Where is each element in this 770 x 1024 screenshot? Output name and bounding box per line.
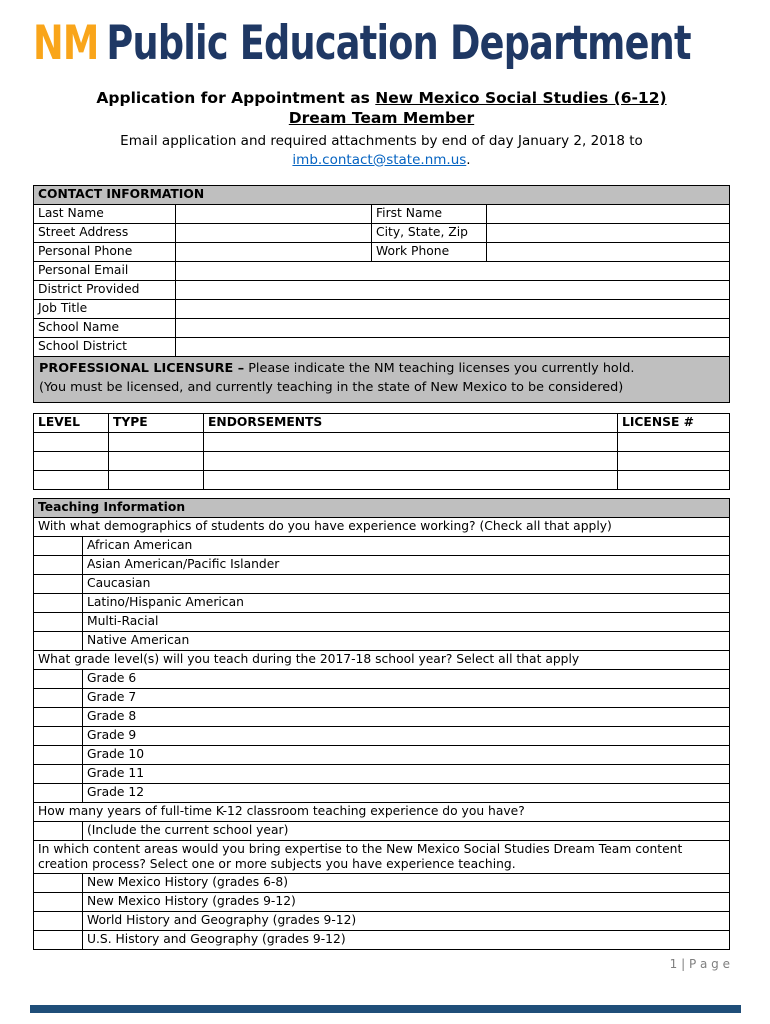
option-label: New Mexico History (grades 9-12) <box>83 892 730 911</box>
teaching-section-header: Teaching Information <box>34 498 730 517</box>
option-row <box>34 631 730 650</box>
option-label: Grade 7 <box>83 688 730 707</box>
option-row <box>34 873 730 892</box>
demographics-question: With what demographics of students do you have experience working? (Check all that apply) <box>34 517 730 536</box>
checkbox-cell[interactable] <box>34 930 83 949</box>
option-row <box>34 911 730 930</box>
option-row <box>34 707 730 726</box>
checkbox-cell[interactable] <box>34 555 83 574</box>
option-label: Grade 11 <box>83 764 730 783</box>
content-areas-question: In which content areas would you bring expertise to the New Mexico Social Studies Dream Team content creation process? Select one or more subjects you have experience teaching. <box>34 840 730 873</box>
licensure-columns-row <box>34 413 730 432</box>
checkbox-cell[interactable] <box>34 726 83 745</box>
table-row <box>34 281 730 300</box>
experience-note: (Include the current school year) <box>83 821 730 840</box>
nm-logo: NM <box>33 16 99 71</box>
table-row <box>34 205 730 224</box>
district-provided-label: District Provided <box>34 281 176 300</box>
work-phone-label: Work Phone <box>372 243 487 262</box>
option-row <box>34 574 730 593</box>
option-row <box>34 536 730 555</box>
district-provided-field[interactable] <box>176 281 730 300</box>
experience-question: How many years of full-time K-12 classroom teaching experience do you have? <box>34 802 730 821</box>
level-field[interactable] <box>34 470 109 489</box>
city-state-zip-field[interactable] <box>487 224 730 243</box>
experience-years-field[interactable] <box>34 821 83 840</box>
checkbox-cell[interactable] <box>34 593 83 612</box>
brand-title: Public Education Department <box>106 16 691 71</box>
personal-phone-label: Personal Phone <box>34 243 176 262</box>
type-field[interactable] <box>109 470 204 489</box>
option-row <box>34 726 730 745</box>
checkbox-cell[interactable] <box>34 612 83 631</box>
email-link[interactable]: imb.contact@state.nm.us <box>292 151 467 168</box>
endorsements-field[interactable] <box>204 432 618 451</box>
work-phone-field[interactable] <box>487 243 730 262</box>
option-label: Grade 12 <box>83 783 730 802</box>
licensure-header-bold: PROFESSIONAL LICENSURE – <box>39 361 245 377</box>
school-district-field[interactable] <box>176 338 730 357</box>
question-row <box>34 802 730 821</box>
job-title-field[interactable] <box>176 300 730 319</box>
license-number-field[interactable] <box>618 470 730 489</box>
teaching-header-row <box>34 498 730 517</box>
checkbox-cell[interactable] <box>34 536 83 555</box>
table-row <box>34 243 730 262</box>
first-name-field[interactable] <box>487 205 730 224</box>
column-header-level: LEVEL <box>34 413 109 432</box>
contact-header-row <box>34 186 730 205</box>
endorsements-field[interactable] <box>204 451 618 470</box>
checkbox-cell[interactable] <box>34 688 83 707</box>
option-row <box>34 783 730 802</box>
licensure-header-rest: Please indicate the NM teaching licenses you currently hold. <box>244 361 635 377</box>
street-address-label: Street Address <box>34 224 176 243</box>
option-label: New Mexico History (grades 6-8) <box>83 873 730 892</box>
school-name-label: School Name <box>34 319 176 338</box>
license-number-field[interactable] <box>618 432 730 451</box>
column-header-type: TYPE <box>109 413 204 432</box>
checkbox-cell[interactable] <box>34 631 83 650</box>
checkbox-cell[interactable] <box>34 707 83 726</box>
checkbox-cell[interactable] <box>34 745 83 764</box>
option-label: Caucasian <box>83 574 730 593</box>
checkbox-cell[interactable] <box>34 911 83 930</box>
licensure-header-line-1 <box>39 359 724 378</box>
street-address-field[interactable] <box>176 224 372 243</box>
school-name-field[interactable] <box>176 319 730 338</box>
brand-header <box>33 16 730 74</box>
personal-email-field[interactable] <box>176 262 730 281</box>
level-field[interactable] <box>34 432 109 451</box>
intro-text <box>33 132 730 169</box>
option-row <box>34 688 730 707</box>
school-district-label: School District <box>34 338 176 357</box>
option-row <box>34 764 730 783</box>
brand-lockup <box>33 16 691 71</box>
checkbox-cell[interactable] <box>34 574 83 593</box>
personal-email-label: Personal Email <box>34 262 176 281</box>
column-header-license-number: LICENSE # <box>618 413 730 432</box>
option-row <box>34 593 730 612</box>
grades-question: What grade level(s) will you teach during the 2017-18 school year? Select all that apply <box>34 650 730 669</box>
first-name-label: First Name <box>372 205 487 224</box>
checkbox-cell[interactable] <box>34 669 83 688</box>
document-title <box>33 88 730 129</box>
question-row <box>34 650 730 669</box>
option-label: Asian American/Pacific Islander <box>83 555 730 574</box>
spacer <box>33 403 730 413</box>
title-underlined-1: New Mexico Social Studies (6-12) <box>375 89 667 107</box>
licensure-entry-row <box>34 432 730 451</box>
checkbox-cell[interactable] <box>34 783 83 802</box>
column-header-endorsements: ENDORSEMENTS <box>204 413 618 432</box>
option-row <box>34 669 730 688</box>
license-number-field[interactable] <box>618 451 730 470</box>
option-label: Grade 6 <box>83 669 730 688</box>
endorsements-field[interactable] <box>204 470 618 489</box>
job-title-label: Job Title <box>34 300 176 319</box>
contact-table <box>33 185 730 357</box>
option-label: Grade 9 <box>83 726 730 745</box>
option-label: Native American <box>83 631 730 650</box>
spacer <box>33 490 730 498</box>
last-name-field[interactable] <box>176 205 372 224</box>
title-underlined-2: Dream Team Member <box>288 109 475 128</box>
table-row <box>34 224 730 243</box>
table-row <box>34 300 730 319</box>
option-row <box>34 745 730 764</box>
licensure-section-header <box>33 357 730 402</box>
checkbox-cell[interactable] <box>34 873 83 892</box>
table-row <box>34 338 730 357</box>
intro-period: . <box>466 151 471 168</box>
page-number: 1 | P a g e <box>669 956 730 971</box>
type-field[interactable] <box>109 451 204 470</box>
licensure-entry-row <box>34 470 730 489</box>
option-label: Grade 8 <box>83 707 730 726</box>
option-label: World History and Geography (grades 9-12) <box>83 911 730 930</box>
last-name-label: Last Name <box>34 205 176 224</box>
checkbox-cell[interactable] <box>34 892 83 911</box>
option-label: Latino/Hispanic American <box>83 593 730 612</box>
table-row <box>34 319 730 338</box>
title-line-1 <box>33 88 730 108</box>
contact-section-header: CONTACT INFORMATION <box>34 186 730 205</box>
document-content <box>33 0 730 950</box>
teaching-table <box>33 498 730 950</box>
type-field[interactable] <box>109 432 204 451</box>
option-label: Grade 10 <box>83 745 730 764</box>
option-row <box>34 555 730 574</box>
option-row <box>34 892 730 911</box>
note-row <box>34 821 730 840</box>
bottom-accent-bar <box>30 1005 741 1013</box>
title-regular: Application for Appointment as <box>96 89 376 107</box>
title-line-2 <box>33 108 730 128</box>
licensure-header-line-2: (You must be licensed, and currently teaching in the state of New Mexico to be considered) <box>39 380 624 396</box>
option-row <box>34 930 730 949</box>
level-field[interactable] <box>34 451 109 470</box>
table-row <box>34 262 730 281</box>
option-label: Multi-Racial <box>83 612 730 631</box>
checkbox-cell[interactable] <box>34 764 83 783</box>
licensure-table <box>33 413 730 490</box>
option-row <box>34 612 730 631</box>
question-row <box>34 517 730 536</box>
question-row <box>34 840 730 873</box>
option-label: U.S. History and Geography (grades 9-12) <box>83 930 730 949</box>
intro-line: Email application and required attachments by end of day January 2, 2018 to <box>120 132 643 149</box>
option-label: African American <box>83 536 730 555</box>
licensure-entry-row <box>34 451 730 470</box>
personal-phone-field[interactable] <box>176 243 372 262</box>
city-state-zip-label: City, State, Zip <box>372 224 487 243</box>
